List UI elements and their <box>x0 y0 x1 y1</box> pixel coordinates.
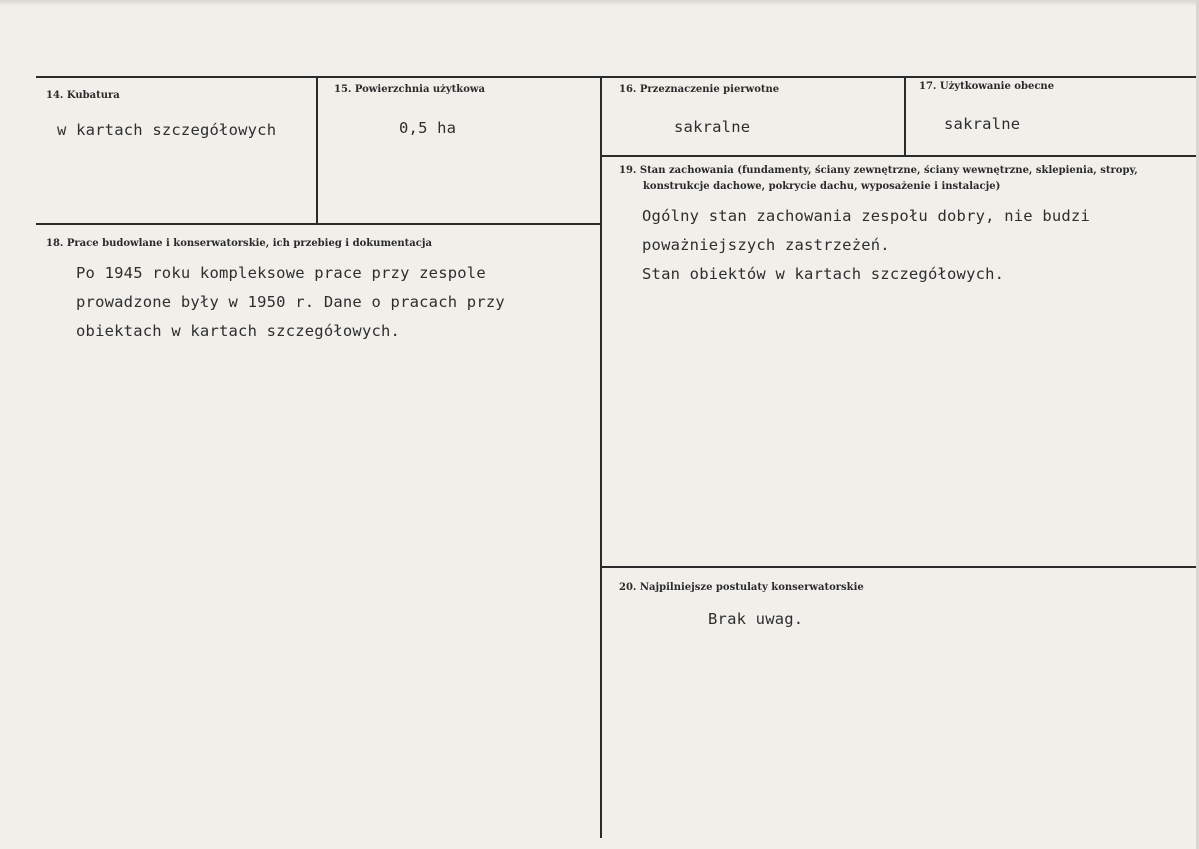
field19-label-line-2: konstrukcje dachowe, pokrycie dachu, wyposażenie i instalacje) <box>643 181 1001 192</box>
field19-line-3: Stan obiektów w kartach szczegółowych. <box>642 265 1005 283</box>
field19-line-2: poważniejszych zastrzeżeń. <box>642 236 890 254</box>
top-border-line <box>36 76 1196 78</box>
divider-17-19 <box>600 155 1196 157</box>
field17-value: sakralne <box>944 115 1021 133</box>
field18-label: 18. Prace budowlane i konserwatorskie, ich przebieg i dokumentacja <box>46 238 432 249</box>
divider-16-17 <box>904 76 906 156</box>
field18-line-1: Po 1945 roku kompleksowe prace przy zespole <box>76 264 486 282</box>
field18-text <box>76 259 505 346</box>
divider-top-18 <box>36 223 602 225</box>
field18-line-2: prowadzone były w 1950 r. Dane o pracach przy <box>76 293 505 311</box>
divider-left-right-column <box>600 76 602 838</box>
divider-19-20 <box>600 566 1196 568</box>
field15-label: 15. Powierzchnia użytkowa <box>334 84 485 95</box>
field19-line-1: Ogólny stan zachowania zespołu dobry, nie budzi <box>642 207 1090 225</box>
field14-label: 14. Kubatura <box>46 90 120 101</box>
divider-14-15 <box>316 76 318 225</box>
field16-label: 16. Przeznaczenie pierwotne <box>619 84 780 95</box>
field18-line-3: obiektach w kartach szczegółowych. <box>76 322 401 340</box>
scan-top-edge <box>0 0 1199 6</box>
field20-label: 20. Najpilniejsze postulaty konserwatorskie <box>619 582 864 593</box>
field19-label-line-1: 19. Stan zachowania (fundamenty, ściany zewnętrzne, ściany wewnętrzne, sklepienia, stropy, <box>619 165 1138 176</box>
field20-value: Brak uwag. <box>708 610 804 628</box>
field16-value: sakralne <box>674 118 751 136</box>
field14-value: w kartach szczegółowych <box>57 121 277 139</box>
field19-text <box>642 202 1090 289</box>
field17-label: 17. Użytkowanie obecne <box>919 81 1055 92</box>
field15-value: 0,5 ha <box>399 119 457 137</box>
